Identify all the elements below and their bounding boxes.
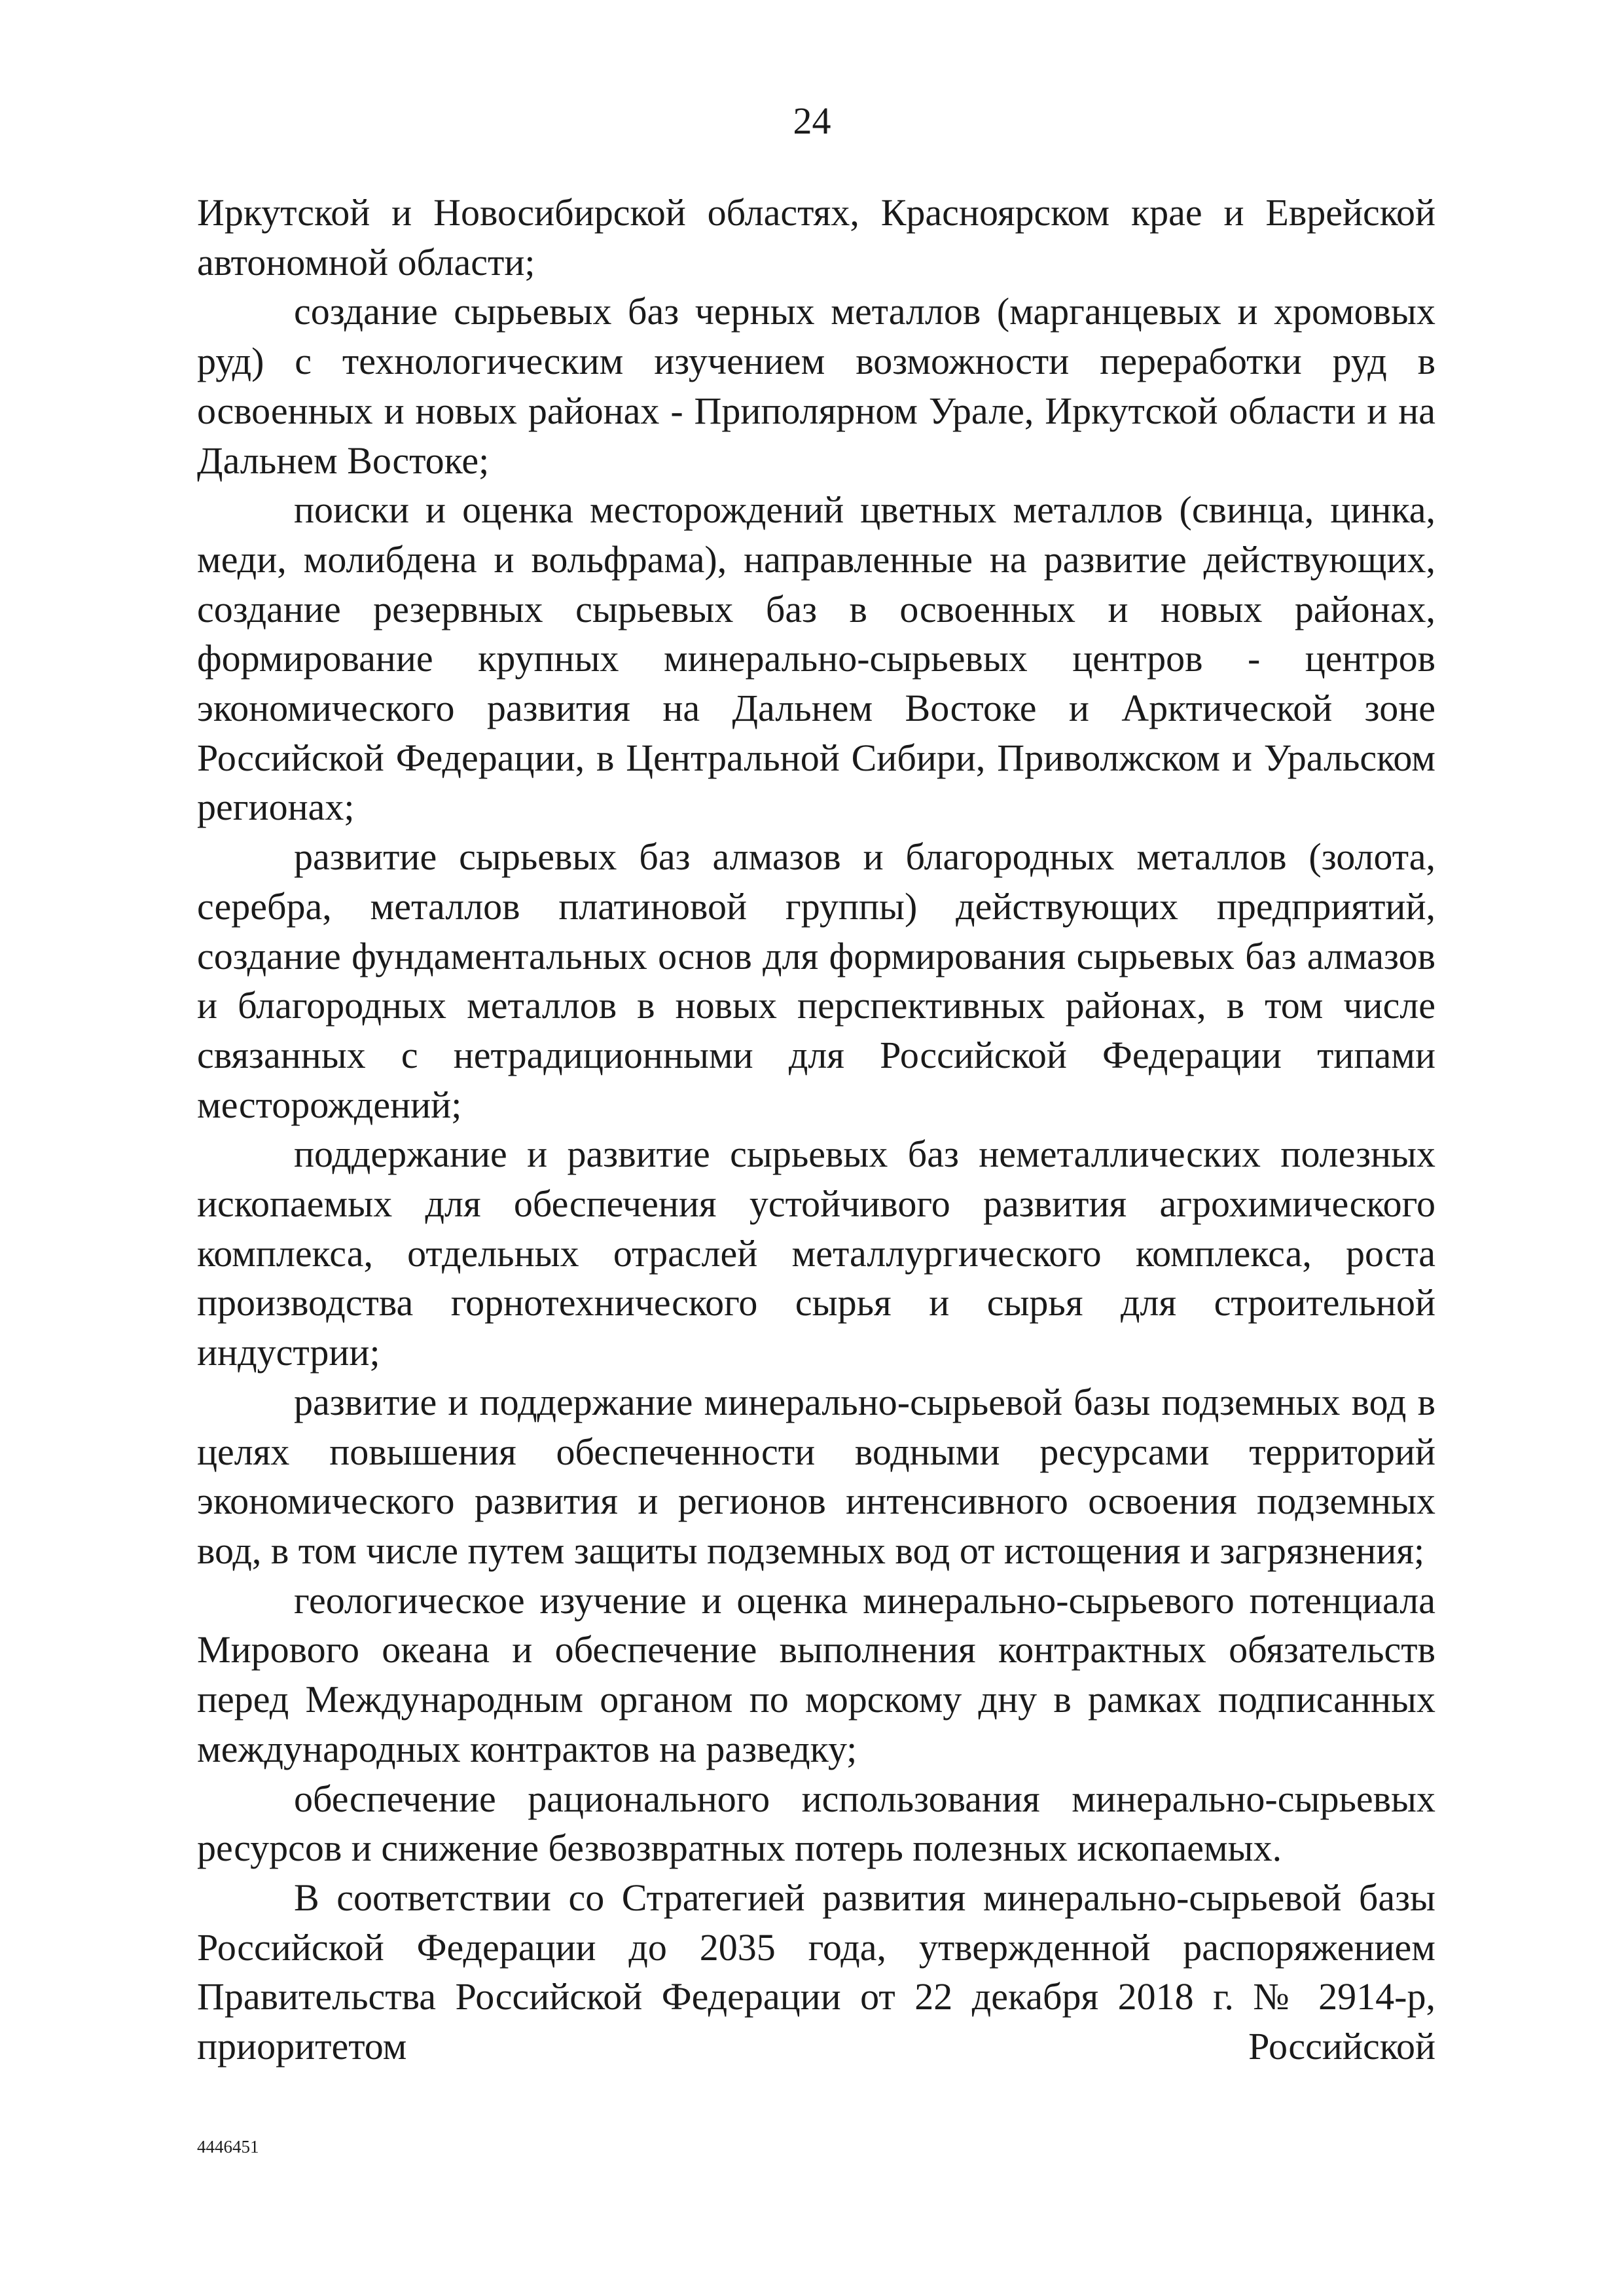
paragraph-rational-use: обеспечение рационального использования минерально-сырьевых ресурсов и снижение безвозвратных потерь полезных ископаемых. bbox=[197, 1777, 1435, 1870]
paragraph-nonferrous-metals: поиски и оценка месторождений цветных металлов (свинца, цинка, меди, молибдена и вольфрама), направленные на развитие действующих, создание резервных сырьевых баз в освоенных и новых районах, формирование крупных минерально-сырьевых центров - центров экономического развития на Дальнем Востоке и Арктической зоне Российской Федерации, в Центральной Сибири, Приволжском и Уральском регионах; bbox=[197, 488, 1435, 829]
document-code: 4446451 bbox=[197, 2137, 259, 2157]
paragraph-nonmetallic-minerals: поддержание и развитие сырьевых баз неметаллических полезных ископаемых для обеспечения устойчивого развития агрохимического комплекса, отдельных отраслей металлургического комплекса, роста производства горнотехнического сырья и сырья для строительной индустрии; bbox=[197, 1133, 1435, 1374]
body-text bbox=[197, 188, 1435, 2071]
page-number: 24 bbox=[793, 100, 831, 142]
paragraph-strategy-reference: В соответствии со Стратегией развития минерально-сырьевой базы Российской Федерации до 2035 года, утвержденной распоряжением Правительства Российской Федерации от 22 декабря 2018 г. № 2914-р, приоритетом Российской bbox=[197, 1876, 1435, 2068]
paragraph-regions-continuation: Иркутской и Новосибирской областях, Красноярском крае и Еврейской автономной области; bbox=[197, 191, 1435, 283]
paragraph-world-ocean: геологическое изучение и оценка минерально-сырьевого потенциала Мирового океана и обеспечение выполнения контрактных обязательств перед Международным органом по морскому дну в рамках подписанных международных контрактов на разведку; bbox=[197, 1578, 1435, 1770]
paragraph-ferrous-metals: создание сырьевых баз черных металлов (марганцевых и хромовых руд) с технологическим изучением возможности переработки руд в освоенных и новых районах - Приполярном Урале, Иркутской области и на Дальнем Востоке; bbox=[197, 290, 1435, 482]
paragraph-groundwater: развитие и поддержание минерально-сырьевой базы подземных вод в целях повышения обеспеченности водными ресурсами территорий экономического развития и регионов интенсивного освоения подземных вод, в том числе путем защиты подземных вод от истощения и загрязнения; bbox=[197, 1380, 1435, 1572]
paragraph-diamonds-precious-metals: развитие сырьевых баз алмазов и благородных металлов (золота, серебра, металлов платиновой группы) действующих предприятий, создание фундаментальных основ для формирования сырьевых баз алмазов и благородных металлов в новых перспективных районах, в том числе связанных с нетрадиционными для Российской Федерации типами месторождений; bbox=[197, 835, 1435, 1126]
